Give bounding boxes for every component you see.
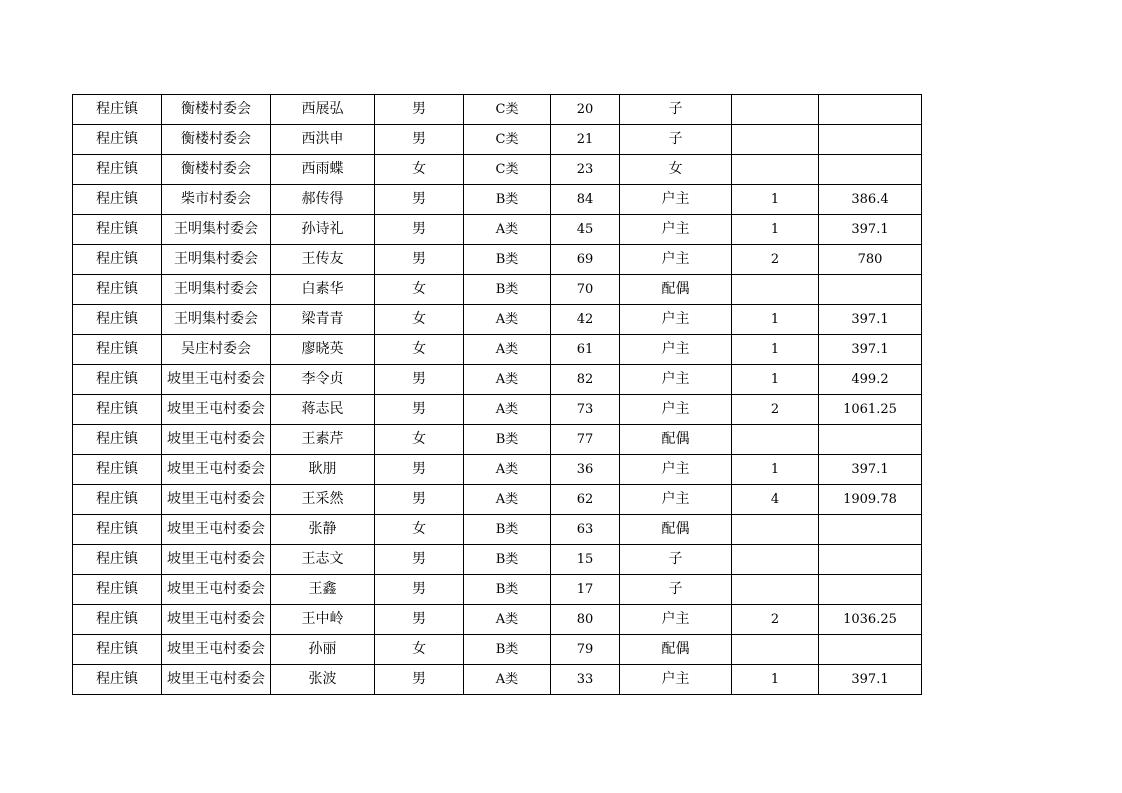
cell-age: 82 xyxy=(551,365,620,395)
cell-age: 63 xyxy=(551,515,620,545)
cell-name: 西洪申 xyxy=(271,125,375,155)
cell-category: A类 xyxy=(464,605,551,635)
cell-household-size xyxy=(732,635,819,665)
cell-category: B类 xyxy=(464,635,551,665)
cell-relation: 子 xyxy=(620,545,732,575)
table-row xyxy=(73,665,922,695)
cell-gender: 男 xyxy=(375,455,464,485)
cell-category: B类 xyxy=(464,575,551,605)
cell-relation: 户主 xyxy=(620,455,732,485)
table-row xyxy=(73,605,922,635)
cell-amount: 1909.78 xyxy=(819,485,922,515)
cell-age: 62 xyxy=(551,485,620,515)
spreadsheet-page xyxy=(72,94,912,695)
cell-town: 程庄镇 xyxy=(73,455,162,485)
cell-town: 程庄镇 xyxy=(73,125,162,155)
cell-village: 坡里王屯村委会 xyxy=(162,485,271,515)
cell-village: 衡楼村委会 xyxy=(162,155,271,185)
cell-village: 王明集村委会 xyxy=(162,275,271,305)
cell-gender: 男 xyxy=(375,395,464,425)
cell-household-size xyxy=(732,155,819,185)
cell-town: 程庄镇 xyxy=(73,305,162,335)
cell-household-size: 1 xyxy=(732,215,819,245)
cell-age: 23 xyxy=(551,155,620,185)
cell-gender: 男 xyxy=(375,125,464,155)
cell-household-size: 1 xyxy=(732,665,819,695)
cell-household-size: 1 xyxy=(732,185,819,215)
cell-age: 80 xyxy=(551,605,620,635)
cell-village: 王明集村委会 xyxy=(162,215,271,245)
cell-gender: 男 xyxy=(375,665,464,695)
cell-category: A类 xyxy=(464,455,551,485)
cell-village: 柴市村委会 xyxy=(162,185,271,215)
cell-village: 坡里王屯村委会 xyxy=(162,455,271,485)
cell-category: B类 xyxy=(464,425,551,455)
cell-relation: 配偶 xyxy=(620,515,732,545)
cell-amount: 397.1 xyxy=(819,305,922,335)
cell-amount: 397.1 xyxy=(819,335,922,365)
cell-amount: 1061.25 xyxy=(819,395,922,425)
cell-town: 程庄镇 xyxy=(73,95,162,125)
cell-age: 84 xyxy=(551,185,620,215)
cell-household-size xyxy=(732,575,819,605)
cell-amount xyxy=(819,95,922,125)
cell-gender: 女 xyxy=(375,335,464,365)
cell-category: A类 xyxy=(464,335,551,365)
cell-relation: 子 xyxy=(620,125,732,155)
cell-household-size: 1 xyxy=(732,335,819,365)
cell-relation: 户主 xyxy=(620,215,732,245)
cell-household-size xyxy=(732,425,819,455)
cell-gender: 男 xyxy=(375,485,464,515)
cell-age: 45 xyxy=(551,215,620,245)
cell-village: 衡楼村委会 xyxy=(162,125,271,155)
cell-village: 坡里王屯村委会 xyxy=(162,365,271,395)
table-row xyxy=(73,305,922,335)
table-row xyxy=(73,95,922,125)
cell-age: 69 xyxy=(551,245,620,275)
cell-amount xyxy=(819,155,922,185)
cell-name: 孙诗礼 xyxy=(271,215,375,245)
cell-relation: 配偶 xyxy=(620,275,732,305)
cell-household-size xyxy=(732,515,819,545)
cell-category: C类 xyxy=(464,125,551,155)
cell-gender: 女 xyxy=(375,305,464,335)
cell-village: 坡里王屯村委会 xyxy=(162,665,271,695)
cell-age: 21 xyxy=(551,125,620,155)
cell-amount xyxy=(819,545,922,575)
cell-relation: 户主 xyxy=(620,485,732,515)
cell-gender: 男 xyxy=(375,575,464,605)
cell-town: 程庄镇 xyxy=(73,665,162,695)
table-row xyxy=(73,455,922,485)
cell-amount: 499.2 xyxy=(819,365,922,395)
cell-amount xyxy=(819,515,922,545)
cell-town: 程庄镇 xyxy=(73,635,162,665)
cell-amount xyxy=(819,125,922,155)
cell-amount xyxy=(819,275,922,305)
cell-amount: 397.1 xyxy=(819,215,922,245)
cell-amount: 1036.25 xyxy=(819,605,922,635)
cell-gender: 男 xyxy=(375,605,464,635)
cell-town: 程庄镇 xyxy=(73,215,162,245)
cell-age: 73 xyxy=(551,395,620,425)
cell-household-size: 1 xyxy=(732,455,819,485)
cell-gender: 女 xyxy=(375,515,464,545)
table-row xyxy=(73,365,922,395)
cell-village: 坡里王屯村委会 xyxy=(162,425,271,455)
cell-town: 程庄镇 xyxy=(73,425,162,455)
cell-age: 20 xyxy=(551,95,620,125)
cell-name: 王传友 xyxy=(271,245,375,275)
cell-name: 王素芹 xyxy=(271,425,375,455)
cell-category: A类 xyxy=(464,365,551,395)
cell-relation: 子 xyxy=(620,575,732,605)
table-row xyxy=(73,215,922,245)
cell-name: 王中岭 xyxy=(271,605,375,635)
cell-village: 坡里王屯村委会 xyxy=(162,545,271,575)
cell-age: 42 xyxy=(551,305,620,335)
cell-amount xyxy=(819,425,922,455)
cell-town: 程庄镇 xyxy=(73,335,162,365)
cell-household-size: 1 xyxy=(732,365,819,395)
cell-category: B类 xyxy=(464,185,551,215)
cell-household-size: 2 xyxy=(732,245,819,275)
cell-category: A类 xyxy=(464,395,551,425)
cell-age: 70 xyxy=(551,275,620,305)
cell-gender: 女 xyxy=(375,425,464,455)
cell-relation: 女 xyxy=(620,155,732,185)
cell-town: 程庄镇 xyxy=(73,515,162,545)
table-row xyxy=(73,545,922,575)
cell-town: 程庄镇 xyxy=(73,545,162,575)
cell-gender: 女 xyxy=(375,275,464,305)
cell-name: 白素华 xyxy=(271,275,375,305)
cell-age: 15 xyxy=(551,545,620,575)
cell-name: 张波 xyxy=(271,665,375,695)
cell-amount xyxy=(819,635,922,665)
cell-relation: 户主 xyxy=(620,185,732,215)
cell-name: 郝传得 xyxy=(271,185,375,215)
cell-village: 坡里王屯村委会 xyxy=(162,605,271,635)
cell-gender: 男 xyxy=(375,545,464,575)
cell-town: 程庄镇 xyxy=(73,365,162,395)
table-row xyxy=(73,185,922,215)
cell-name: 耿朋 xyxy=(271,455,375,485)
cell-relation: 户主 xyxy=(620,245,732,275)
cell-name: 张静 xyxy=(271,515,375,545)
cell-household-size: 2 xyxy=(732,395,819,425)
table-row xyxy=(73,485,922,515)
cell-category: B类 xyxy=(464,515,551,545)
cell-relation: 配偶 xyxy=(620,425,732,455)
cell-category: C类 xyxy=(464,155,551,185)
cell-relation: 户主 xyxy=(620,335,732,365)
cell-town: 程庄镇 xyxy=(73,395,162,425)
cell-relation: 户主 xyxy=(620,365,732,395)
cell-age: 77 xyxy=(551,425,620,455)
cell-town: 程庄镇 xyxy=(73,185,162,215)
cell-gender: 男 xyxy=(375,215,464,245)
cell-amount xyxy=(819,575,922,605)
cell-category: B类 xyxy=(464,245,551,275)
cell-category: A类 xyxy=(464,305,551,335)
cell-amount: 397.1 xyxy=(819,455,922,485)
cell-household-size: 4 xyxy=(732,485,819,515)
table-body xyxy=(73,95,922,695)
cell-town: 程庄镇 xyxy=(73,575,162,605)
cell-amount: 386.4 xyxy=(819,185,922,215)
table-row xyxy=(73,155,922,185)
cell-village: 坡里王屯村委会 xyxy=(162,395,271,425)
cell-gender: 男 xyxy=(375,245,464,275)
cell-village: 王明集村委会 xyxy=(162,305,271,335)
cell-town: 程庄镇 xyxy=(73,485,162,515)
cell-age: 79 xyxy=(551,635,620,665)
cell-amount: 780 xyxy=(819,245,922,275)
cell-relation: 户主 xyxy=(620,305,732,335)
cell-name: 王鑫 xyxy=(271,575,375,605)
cell-relation: 配偶 xyxy=(620,635,732,665)
cell-town: 程庄镇 xyxy=(73,155,162,185)
cell-name: 王采然 xyxy=(271,485,375,515)
cell-age: 61 xyxy=(551,335,620,365)
cell-name: 西展弘 xyxy=(271,95,375,125)
cell-gender: 女 xyxy=(375,155,464,185)
cell-age: 17 xyxy=(551,575,620,605)
cell-name: 蒋志民 xyxy=(271,395,375,425)
data-table xyxy=(72,94,922,695)
table-row xyxy=(73,425,922,455)
cell-category: B类 xyxy=(464,545,551,575)
cell-household-size: 1 xyxy=(732,305,819,335)
cell-name: 西雨蝶 xyxy=(271,155,375,185)
table-row xyxy=(73,125,922,155)
cell-category: A类 xyxy=(464,215,551,245)
cell-village: 坡里王屯村委会 xyxy=(162,635,271,665)
cell-town: 程庄镇 xyxy=(73,245,162,275)
cell-relation: 户主 xyxy=(620,605,732,635)
cell-village: 坡里王屯村委会 xyxy=(162,575,271,605)
cell-household-size xyxy=(732,275,819,305)
cell-household-size xyxy=(732,95,819,125)
cell-household-size xyxy=(732,125,819,155)
cell-gender: 女 xyxy=(375,635,464,665)
cell-name: 王志文 xyxy=(271,545,375,575)
table-row xyxy=(73,515,922,545)
cell-category: A类 xyxy=(464,485,551,515)
cell-category: B类 xyxy=(464,275,551,305)
cell-name: 孙丽 xyxy=(271,635,375,665)
cell-gender: 男 xyxy=(375,95,464,125)
table-row xyxy=(73,395,922,425)
cell-category: C类 xyxy=(464,95,551,125)
cell-relation: 子 xyxy=(620,95,732,125)
cell-town: 程庄镇 xyxy=(73,605,162,635)
cell-age: 36 xyxy=(551,455,620,485)
cell-name: 梁青青 xyxy=(271,305,375,335)
cell-gender: 男 xyxy=(375,185,464,215)
cell-gender: 男 xyxy=(375,365,464,395)
cell-household-size: 2 xyxy=(732,605,819,635)
cell-name: 廖晓英 xyxy=(271,335,375,365)
cell-relation: 户主 xyxy=(620,665,732,695)
cell-relation: 户主 xyxy=(620,395,732,425)
table-row xyxy=(73,635,922,665)
cell-category: A类 xyxy=(464,665,551,695)
table-row xyxy=(73,575,922,605)
cell-name: 李令贞 xyxy=(271,365,375,395)
table-row xyxy=(73,275,922,305)
table-row xyxy=(73,335,922,365)
cell-village: 王明集村委会 xyxy=(162,245,271,275)
cell-household-size xyxy=(732,545,819,575)
cell-town: 程庄镇 xyxy=(73,275,162,305)
cell-village: 坡里王屯村委会 xyxy=(162,515,271,545)
cell-village: 吴庄村委会 xyxy=(162,335,271,365)
cell-age: 33 xyxy=(551,665,620,695)
cell-amount: 397.1 xyxy=(819,665,922,695)
cell-village: 衡楼村委会 xyxy=(162,95,271,125)
table-row xyxy=(73,245,922,275)
